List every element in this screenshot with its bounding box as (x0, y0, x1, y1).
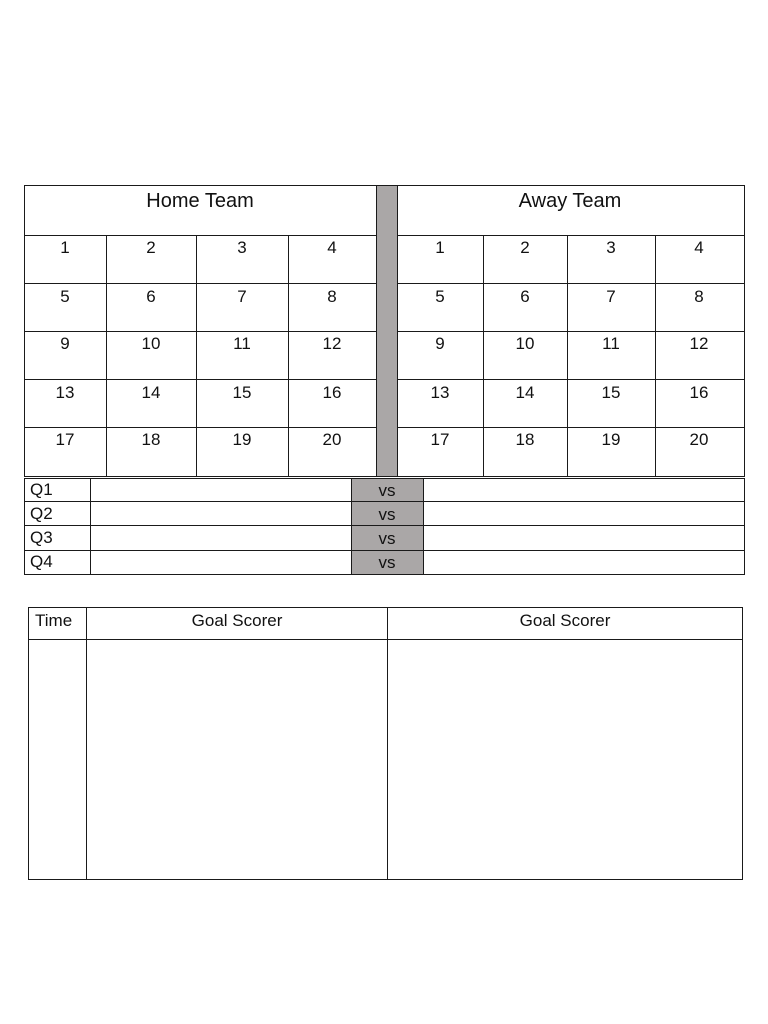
away-player-number: 8 (694, 287, 704, 306)
roster-row-line (24, 379, 376, 380)
roster-row-line (397, 379, 745, 380)
q1-home-score-field[interactable] (91, 479, 351, 501)
home-player-number: 2 (146, 238, 156, 257)
away-player-number: 10 (515, 334, 535, 353)
away-player-number: 12 (689, 334, 709, 353)
away-player-number: 17 (430, 430, 450, 449)
roster-col-line (196, 235, 197, 477)
quarter-vs-label: vs (378, 505, 396, 524)
away-goal-scorer-header: Goal Scorer (519, 611, 611, 630)
away-player-number: 2 (520, 238, 530, 257)
roster-row-line (397, 235, 745, 236)
time-entry-area[interactable] (29, 640, 86, 879)
home-goal-scorer-header: Goal Scorer (191, 611, 283, 630)
q3-away-score-field[interactable] (424, 526, 744, 550)
roster-col-line (483, 235, 484, 477)
away-goal-scorer-entry-area[interactable] (388, 640, 742, 879)
goals-border-top (28, 607, 743, 608)
quarter-label: Q1 (30, 480, 53, 499)
away-player-number: 11 (602, 334, 620, 353)
q4-home-score-field[interactable] (91, 551, 351, 574)
goals-border-bottom (28, 879, 743, 880)
q4-away-score-field[interactable] (424, 551, 744, 574)
roster-col-line (106, 235, 107, 477)
roster-separator-left-edge (376, 185, 377, 477)
home-player-number: 8 (327, 287, 337, 306)
roster-border-top (24, 185, 745, 186)
roster-separator (376, 186, 397, 476)
q1-away-score-field[interactable] (424, 479, 744, 501)
away-player-number: 18 (515, 430, 535, 449)
q3-home-score-field[interactable] (91, 526, 351, 550)
home-player-number: 16 (322, 383, 342, 402)
away-player-number: 15 (601, 383, 621, 402)
home-player-number: 18 (141, 430, 161, 449)
away-player-number: 14 (515, 383, 535, 402)
home-player-number: 9 (60, 334, 70, 353)
home-player-number: 10 (141, 334, 161, 353)
away-player-number: 3 (606, 238, 616, 257)
q2-away-score-field[interactable] (424, 502, 744, 525)
roster-row-line (397, 283, 745, 284)
home-player-number: 7 (237, 287, 247, 306)
home-player-number: 11 (233, 334, 251, 353)
away-player-number: 1 (435, 238, 445, 257)
quarters-col-line (351, 478, 352, 575)
home-player-number: 15 (232, 383, 252, 402)
home-player-number: 17 (55, 430, 75, 449)
roster-row-line (24, 235, 376, 236)
roster-row-line (24, 427, 376, 428)
roster-border-bottom (24, 476, 745, 477)
away-player-number: 4 (694, 238, 704, 257)
away-player-number: 19 (601, 430, 621, 449)
away-player-number: 13 (430, 383, 450, 402)
home-player-number: 3 (237, 238, 247, 257)
away-player-number: 9 (435, 334, 445, 353)
home-player-number: 5 (60, 287, 70, 306)
home-player-number: 19 (232, 430, 252, 449)
roster-row-line (397, 331, 745, 332)
quarter-vs-label: vs (378, 529, 396, 548)
home-player-number: 1 (60, 238, 70, 257)
roster-col-line (567, 235, 568, 477)
home-goal-scorer-entry-area[interactable] (87, 640, 387, 879)
quarter-label: Q4 (30, 552, 53, 571)
away-player-number: 6 (520, 287, 530, 306)
home-player-number: 20 (322, 430, 342, 449)
home-player-number: 6 (146, 287, 156, 306)
quarters-border-bottom (24, 574, 745, 575)
away-player-number: 16 (689, 383, 709, 402)
roster-col-line (655, 235, 656, 477)
quarter-label: Q3 (30, 528, 53, 547)
home-team-title: Home Team (146, 190, 254, 212)
goals-border-right (742, 607, 743, 880)
quarters-border-left (24, 478, 25, 575)
roster-col-line (288, 235, 289, 477)
away-player-number: 20 (689, 430, 709, 449)
quarter-label: Q2 (30, 504, 53, 523)
time-header: Time (35, 611, 73, 630)
quarter-vs-label: vs (378, 553, 396, 572)
roster-row-line (24, 331, 376, 332)
home-player-number: 14 (141, 383, 161, 402)
q2-home-score-field[interactable] (91, 502, 351, 525)
away-player-number: 5 (435, 287, 445, 306)
quarter-vs-label: vs (378, 481, 396, 500)
roster-row-line (397, 427, 745, 428)
quarters-border-right (744, 478, 745, 575)
home-player-number: 13 (55, 383, 75, 402)
home-player-number: 12 (322, 334, 342, 353)
roster-row-line (24, 283, 376, 284)
home-player-number: 4 (327, 238, 337, 257)
away-player-number: 7 (606, 287, 616, 306)
away-team-title: Away Team (518, 190, 622, 212)
